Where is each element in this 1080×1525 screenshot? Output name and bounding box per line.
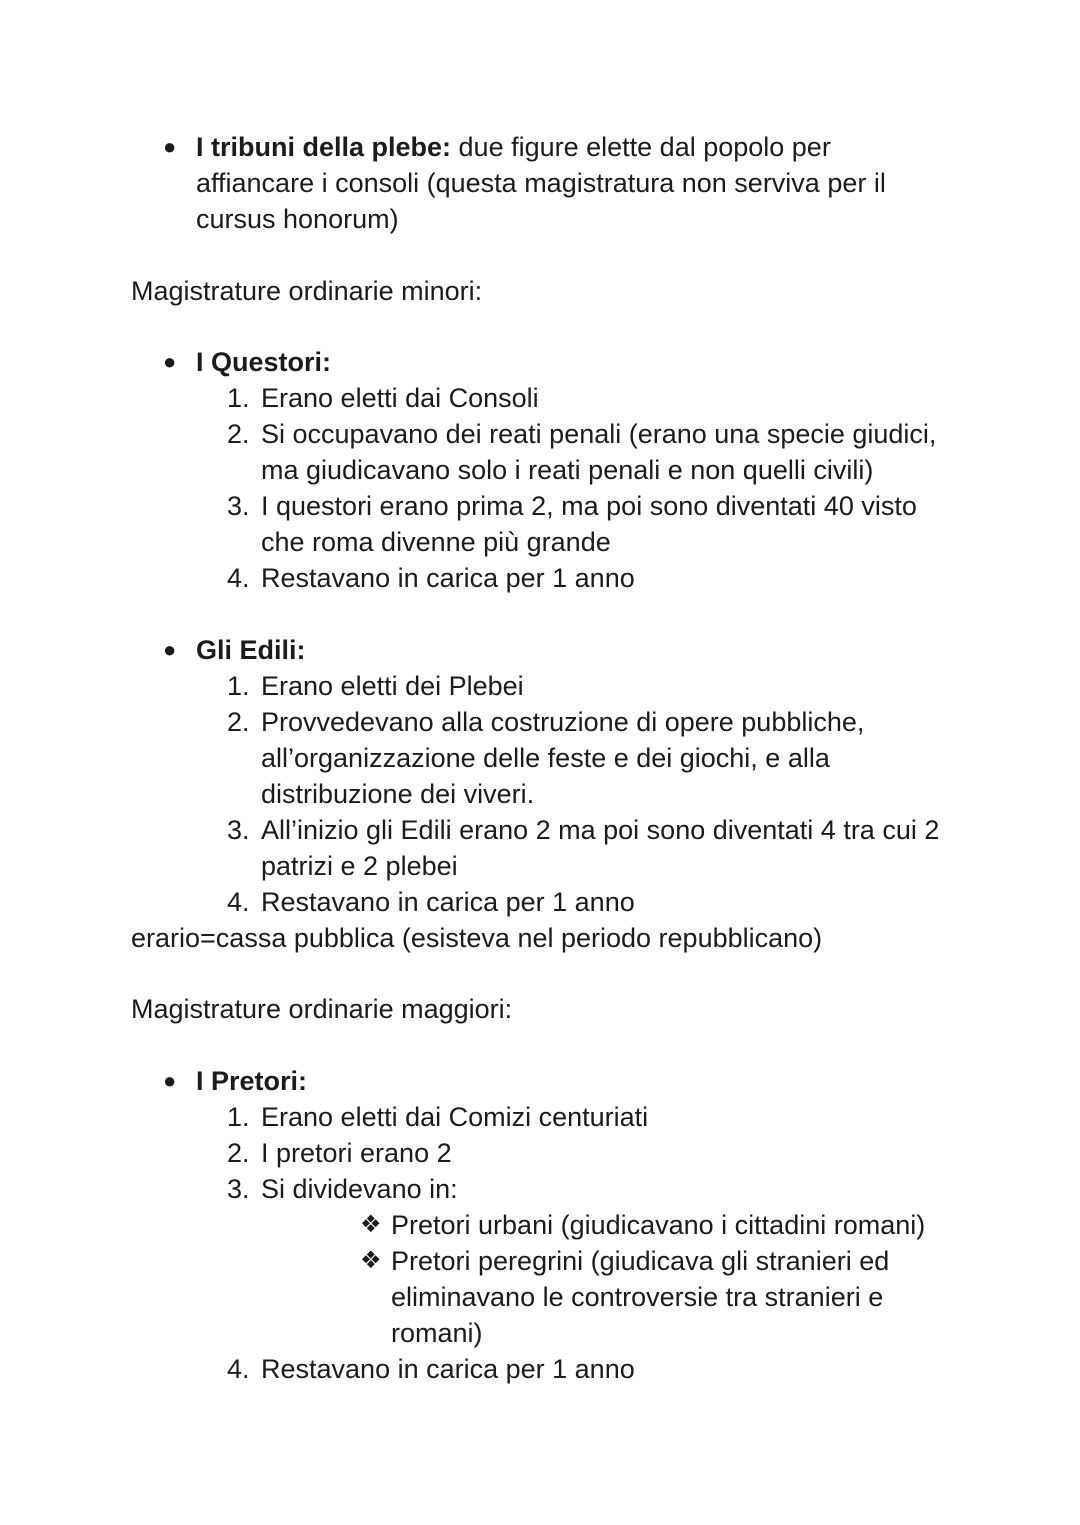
questori-title: I Questori: [196,347,332,377]
bullet-dot: ● [163,1068,177,1093]
pretori-title: I Pretori: [196,1066,308,1096]
tribuni-line3: cursus honorum) [196,204,399,234]
tribuni-line1: due figure elette dal popolo per [451,132,831,162]
diamond-bullet-icon: ❖ [360,1211,382,1238]
diamond-bullet-icon: ❖ [360,1247,382,1274]
erario-note: erario=cassa pubblica (esisteva nel periodo repubblicano) [131,923,823,953]
tribuni-line2: affiancare i consoli (questa magistratura non serviva per il [196,168,886,198]
heading-magistrature-minori: Magistrature ordinarie minori: [131,276,483,306]
bullet-dot: ● [163,134,177,159]
bullet-dot: ● [163,349,177,374]
bullet-dot: ● [163,637,177,662]
edili-title: Gli Edili: [196,635,306,665]
document-page: ● I tribuni della plebe: due figure elette dal popolo per affiancare i consoli (questa magistratura non serviva per il cursus honorum) Magistrature ordinarie minori: ● I Questori: 1. Erano eletti dai Consoli 2. Si occupavano dei reati penali (erano una specie giudici, ma giudicavano solo i reati penali e non quelli civili) 3. I questori erano prima 2, ma poi sono diventati 40 visto che roma divenne più grande 4. Restavano in carica per 1 anno ● Gli Edili: 1. Erano eletti dei Plebei 2. Provvedevano alla costruzione di opere pubbliche, all’organizzazione delle feste e dei giochi, e alla distribuzione dei viveri. 3. All’inizio gli Edili erano 2 ma poi sono diventati 4 tra cui 2 patrizi e 2 plebei 4. Restavano in carica per 1 anno erario=cassa pubblica (esisteva nel periodo repubblicano) Magistrature ordinarie maggiori: ● I Pretori: 1. Erano eletti dai Comizi centuriati 2. I pretori erano 2 3. Si dividevano in: ❖ Pretori urbani (giudicavano i cittadini romani) ❖ Pretori peregrini (giudicava gli stranieri ed eliminavano le controversie tra stranieri e romani) 4. Restavano in carica per 1 anno [0,0,1080,1525]
heading-magistrature-maggiori: Magistrature ordinarie maggiori: [131,994,513,1024]
tribuni-title: I tribuni della plebe: [196,132,452,162]
